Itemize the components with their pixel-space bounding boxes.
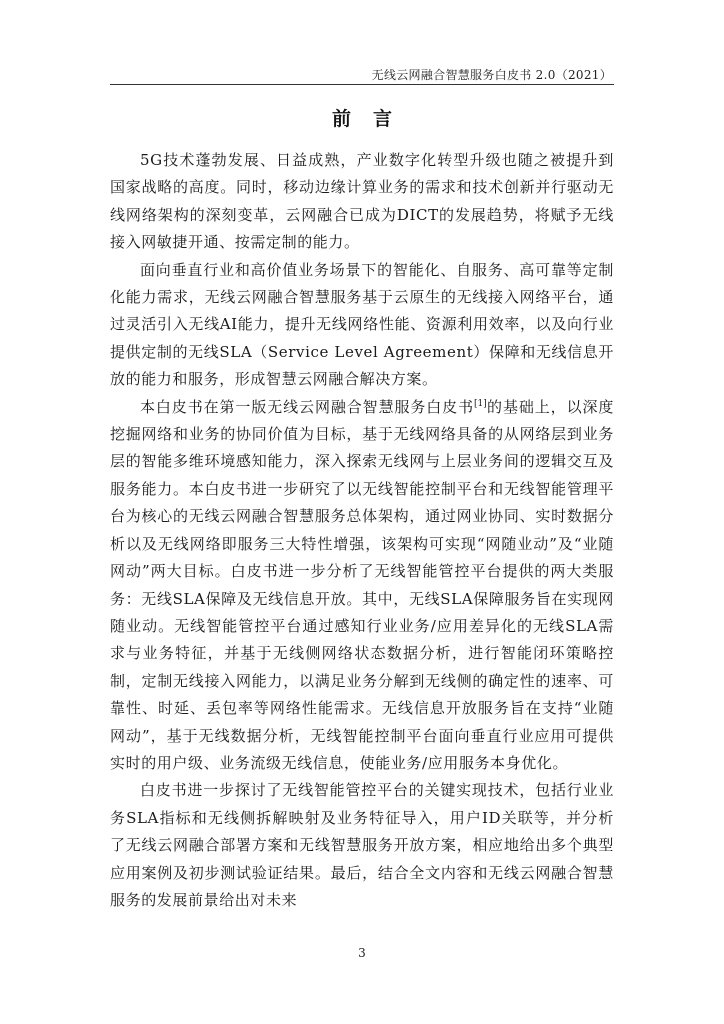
running-header: 无线云网融合智慧服务白皮书 2.0（2021） (371, 68, 612, 82)
paragraph-2: 面向垂直行业和高价值业务场景下的智能化、自服务、高可靠等定制化能力需求，无线云网融合智慧服务基于云原生的无线接入网络平台，通过灵活引入无线AI能力，提升无线网络性能、资源利用效率，以及向行业提供定制的无线SLA（Service Level Agreement）保障和无线信息开放的能力和服务，形成智慧云网融合解决方案。 (110, 260, 614, 389)
header-rule (110, 84, 614, 85)
body-text (110, 147, 614, 914)
paragraph-3-rest: 的基础上，以深度挖掘网络和业务的协同价值为目标，基于无线网络具备的从网络层到业务层的智能多维环境感知能力，深入探索无线网与上层业务间的逻辑交互及服务能力。本白皮书进一步研究了以无线智能控制平台和无线智能管理平台为核心的无线云网融合智慧服务总体架构，通过网业协同、实时数据分析以及无线网络即服务三大特性增强，该架构可实现“网随业动”及“业随网动”两大目标。白皮书进一步分析了无线智能管控平台提供的两大类服务：无线SLA保障及无线信息开放。其中，无线SLA保障服务旨在实现网随业动。无线智能管控平台通过感知行业业务/应用差异化的无线SLA需求与业务特征，并基于无线侧网络状态数据分析，进行智能闭环策略控制，定制无线接入网能力，以满足业务分解到无线侧的确定性的速率、可靠性、时延、丢包率等网络性能需求。无线信息开放服务旨在支持“业随网动”，基于无线数据分析，无线智能控制平台面向垂直行业应用可提供实时的用户级、业务流级无线信息，使能业务/应用服务本身优化。 (110, 397, 614, 772)
paragraph-3-lead: 本白皮书在第一版无线云网融合智慧服务白皮书 (140, 397, 474, 416)
paragraph-3 (110, 394, 614, 778)
paragraph-4: 白皮书进一步探讨了无线智能管控平台的关键实现技术，包括行业业务SLA指标和无线侧拆解映射及业务特征导入，用户ID关联等，并分析了无线云网融合部署方案和无线智慧服务开放方案，相应地给出多个典型应用案例及初步测试验证结果。最后，结合全文内容和无线云网融合智慧服务的发展前景给出对未来 (110, 781, 614, 909)
page-title: 前言 (331, 108, 414, 130)
paragraph-1: 5G技术蓬勃发展、日益成熟，产业数字化转型升级也随之被提升到国家战略的高度。同时，移动边缘计算业务的需求和技术创新并行驱动无线网络架构的深刻变革，云网融合已成为DICT的发展趋势，将赋予无线接入网敏捷开通、按需定制的能力。 (110, 151, 614, 252)
citation-ref: [1] (474, 398, 487, 409)
page-number: 3 (358, 946, 366, 960)
